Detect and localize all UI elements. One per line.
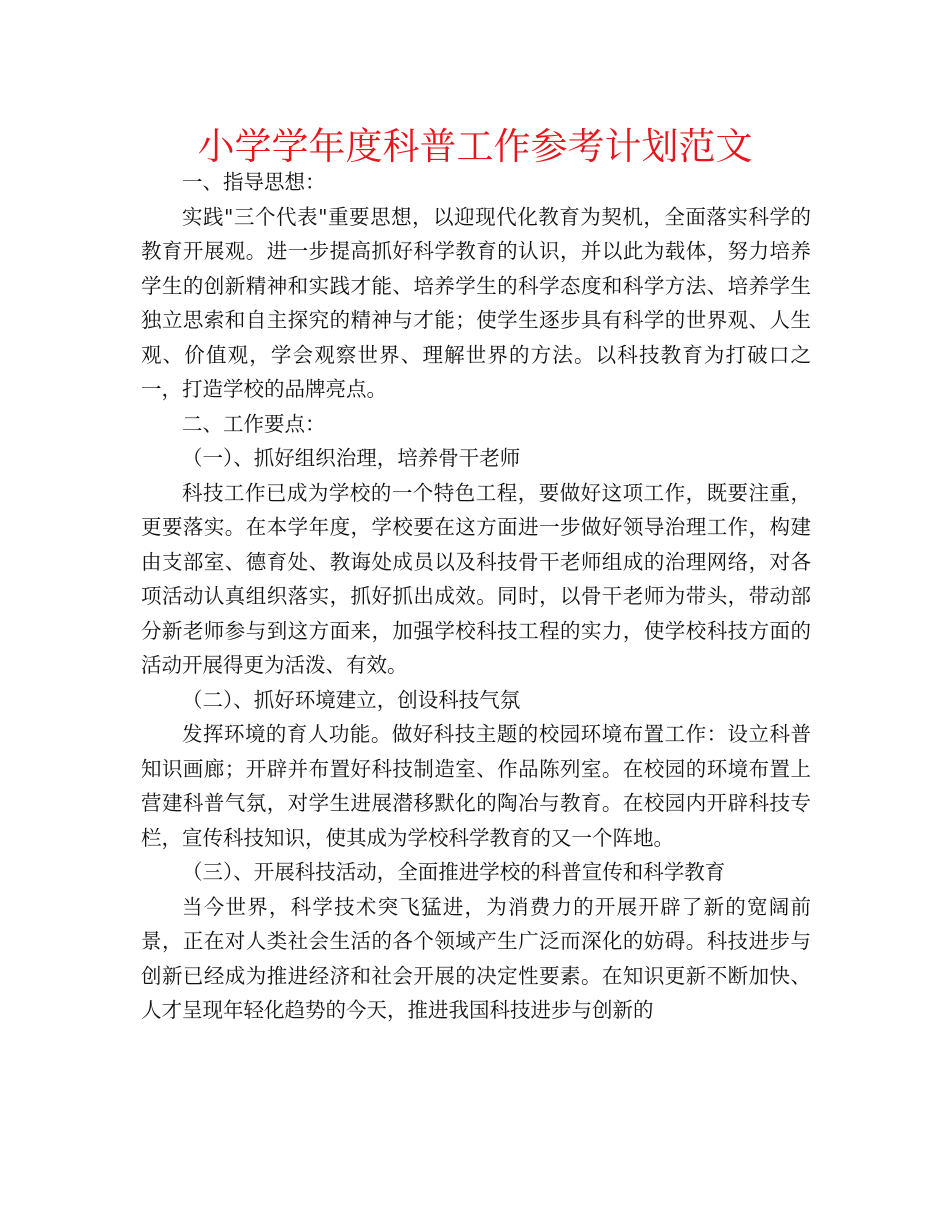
paragraph-science-activities: 当今世界，科学技术突飞猛进，为消费力的开展开辟了新的宽阔前景，正在对人类社会生活的各个领域产生广泛而深化的妨碍。科技进步与创新已经成为推进经济和社会开展的决定性要素。在知识更新不断加快、人才呈现年轻化趋势的今天，推进我国科技进步与创新的 <box>141 894 811 1022</box>
paragraph-environment-building: 发挥环境的育人功能。做好科技主题的校园环境布置工作：设立科普知识画廊；开辟并布置好科技制造室、作品陈列室。在校园的环境布置上营建科普气氛，对学生进展潜移默化的陶冶与教育。在校园内开辟科技专栏，宣传科技知识，使其成为学校科学教育的又一个阵地。 <box>141 722 811 850</box>
paragraph-guiding-ideology: 实践"三个代表"重要思想，以迎现代化教育为契机，全面落实科学的教育开展观。进一步提高抓好科学教育的认识，并以此为载体，努力培养学生的创新精神和实践才能、培养学生的科学态度和科学方法、培养学生独立思索和自主探究的精神与才能；使学生逐步具有科学的世界观、人生观、价值观，学会观察世界、理解世界的方法。以科技教育为打破口之一，打造学校的品牌亮点。 <box>141 204 811 401</box>
subheading-environment-building: （二）、抓好环境建立，创设科技气氛 <box>182 687 521 712</box>
section-heading-guiding-ideology: 一、指导思想： <box>182 170 326 194</box>
document-body <box>141 165 811 1028</box>
document-title: 小学学年度科普工作参考计划范文 <box>197 125 753 168</box>
paragraph-organization-management: 科技工作已成为学校的一个特色工程，要做好这项工作，既要注重，更要落实。在本学年度，学校要在这方面进一步做好领导治理工作，构建由支部室、德育处、教诲处成员以及科技骨干老师组成的治理网络，对各项活动认真组织落实，抓好抓出成效。同时，以骨干老师为带头，带动部分新老师参与到这方面来，加强学校科技工程的实力，使学校科技方面的活动开展得更为活泼、有效。 <box>141 480 811 677</box>
subheading-science-activities: （三）、开展科技活动，全面推进学校的科普宣传和科学教育 <box>182 860 726 884</box>
subheading-organization-management: （一）、抓好组织治理，培养骨干老师 <box>182 446 521 470</box>
section-heading-work-points: 二、工作要点： <box>182 411 326 436</box>
